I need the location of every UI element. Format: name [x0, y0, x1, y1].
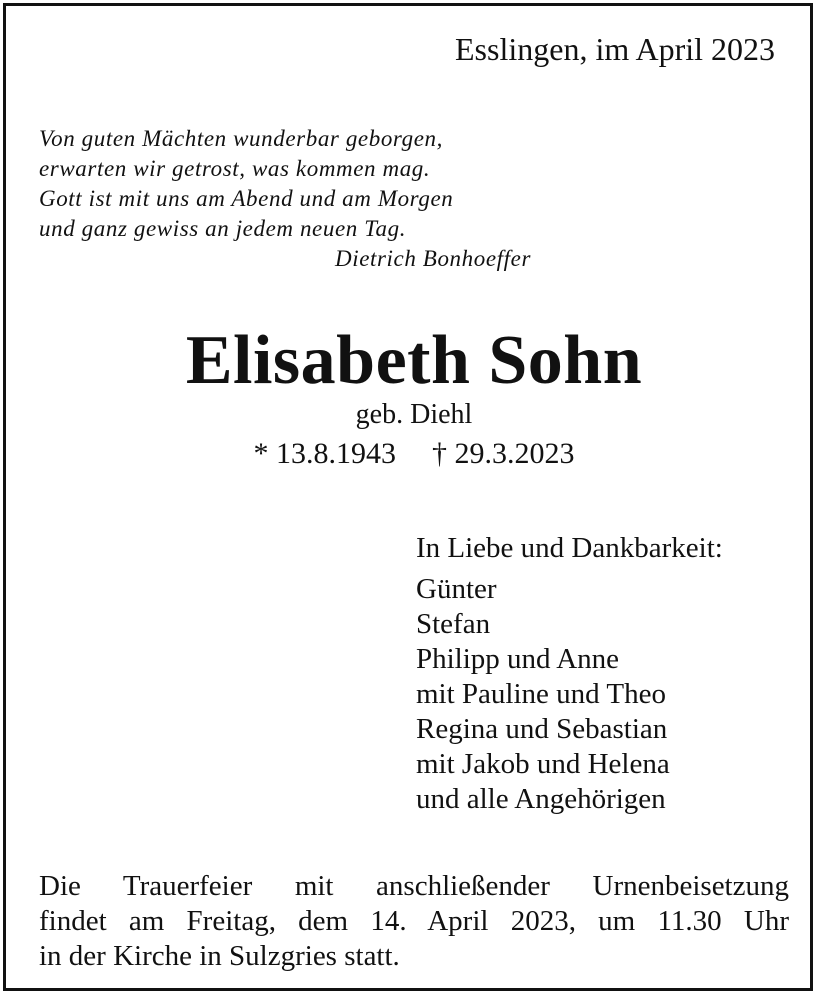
- poem-quote: [39, 124, 539, 274]
- poem-line: und ganz gewiss an jedem neuen Tag.: [39, 216, 407, 241]
- mourner-name: Günter: [416, 573, 497, 605]
- mourner-name: mit Jakob und Helena: [416, 748, 670, 780]
- place-date: Esslingen, im April 2023: [455, 31, 775, 67]
- mourner-name: mit Pauline und Theo: [416, 678, 666, 710]
- death-date: † 29.3.2023: [432, 437, 575, 470]
- mourners-list: [416, 531, 723, 817]
- poem-author: Dietrich Bonhoeffer: [335, 246, 531, 271]
- obituary-frame: [3, 3, 813, 991]
- notice-line: in der Kirche in Sulzgries statt.: [39, 940, 400, 972]
- poem-line: erwarten wir getrost, was kommen mag.: [39, 156, 431, 181]
- mourner-name: und alle Angehörigen: [416, 783, 666, 815]
- notice-line: findet am Freitag, dem 14. April 2023, um 11.30 Uhr: [39, 905, 789, 937]
- poem-line: Von guten Mächten wunderbar geborgen,: [39, 126, 443, 151]
- mourner-name: Philipp und Anne: [416, 643, 620, 675]
- funeral-notice: [39, 869, 789, 974]
- mourners-intro: In Liebe und Dankbarkeit:: [416, 532, 723, 564]
- mourner-name: Stefan: [416, 608, 491, 640]
- birth-name: geb. Diehl: [355, 399, 473, 430]
- mourner-name: Regina und Sebastian: [416, 713, 668, 745]
- poem-line: Gott ist mit uns am Abend und am Morgen: [39, 186, 454, 211]
- birth-date: * 13.8.1943: [253, 437, 396, 470]
- notice-line: Die Trauerfeier mit anschließender Urnenbeisetzung: [39, 870, 789, 902]
- life-dates: [6, 436, 822, 472]
- deceased-name: Elisabeth Sohn: [185, 322, 643, 399]
